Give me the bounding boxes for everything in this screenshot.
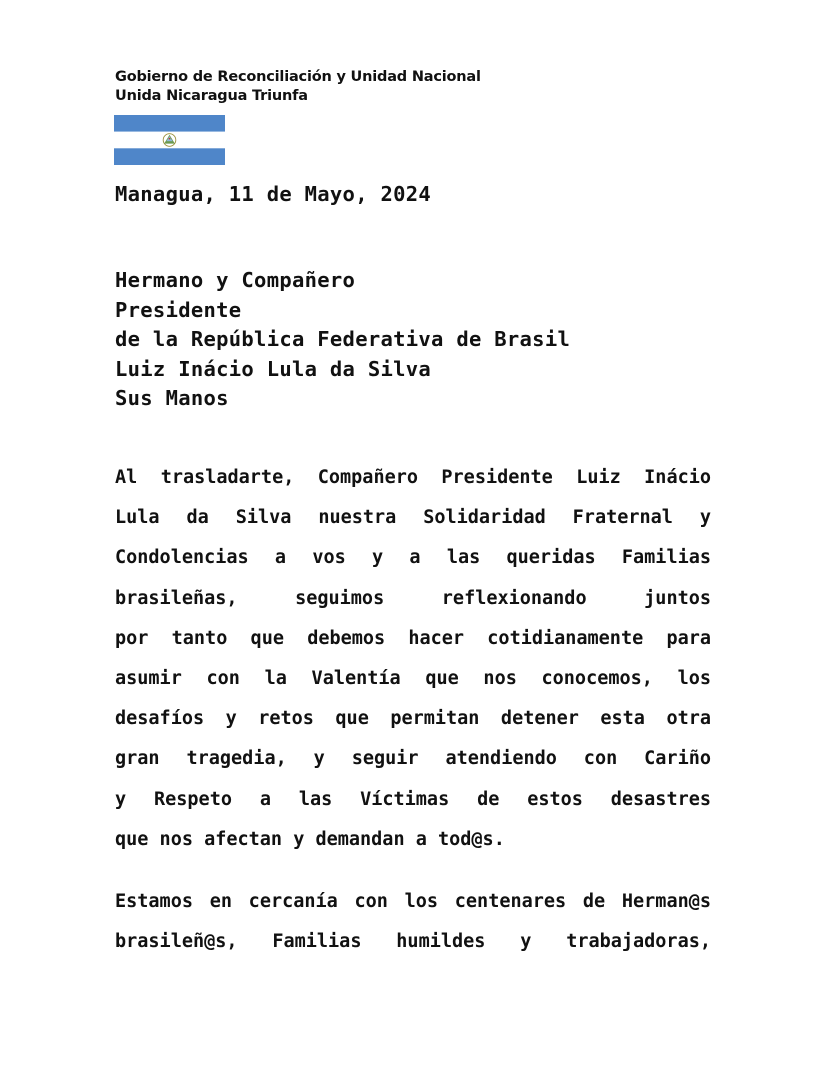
government-slogan: Unida Nicaragua Triunfa	[115, 88, 308, 104]
letter-date: Managua, 11 de Mayo, 2024	[115, 182, 432, 206]
paragraph-line: gran tragedia, y seguir atendiendo con Cariño	[115, 748, 711, 770]
paragraph-line: Lula da Silva nuestra Solidaridad Fraternal y	[115, 507, 711, 529]
nicaragua-flag-icon	[114, 115, 225, 165]
recipient-delivery: Sus Manos	[115, 386, 229, 411]
paragraph-line: desafíos y retos que permitan detener esta otra	[115, 708, 711, 730]
paragraph-line: por tanto que debemos hacer cotidianamente para	[115, 627, 711, 649]
paragraph-line: Condolencias a vos y a las queridas Familias	[115, 547, 711, 569]
paragraph-line: brasileñ@s, Familias humildes y trabajadoras,	[115, 931, 711, 952]
government-name: Gobierno de Reconciliación y Unidad Nacional	[115, 69, 481, 85]
paragraph-line: asumir con la Valentía que nos conocemos, los	[115, 668, 711, 690]
recipient-address	[115, 266, 570, 414]
letterhead	[115, 68, 481, 106]
coat-of-arms-icon	[163, 134, 176, 147]
paragraph-line: Al trasladarte, Compañero Presidente Luiz Inácio	[115, 467, 711, 488]
body-paragraph-2	[115, 882, 711, 962]
recipient-title: Presidente	[115, 297, 242, 322]
recipient-country: de la República Federativa de Brasil	[115, 327, 571, 352]
paragraph-line: brasileñas, seguimos reflexionando juntos	[115, 587, 711, 609]
recipient-salutation: Hermano y Compañero	[115, 268, 356, 292]
body-paragraph-1	[115, 458, 711, 860]
paragraph-line: Estamos en cercanía con los centenares de Herman@s	[115, 891, 711, 912]
paragraph-line: que nos afectan y demandan a tod@s.	[115, 828, 505, 850]
recipient-name: Luiz Inácio Lula da Silva	[115, 356, 432, 381]
paragraph-line: y Respeto a las Víctimas de estos desastres	[115, 788, 711, 810]
